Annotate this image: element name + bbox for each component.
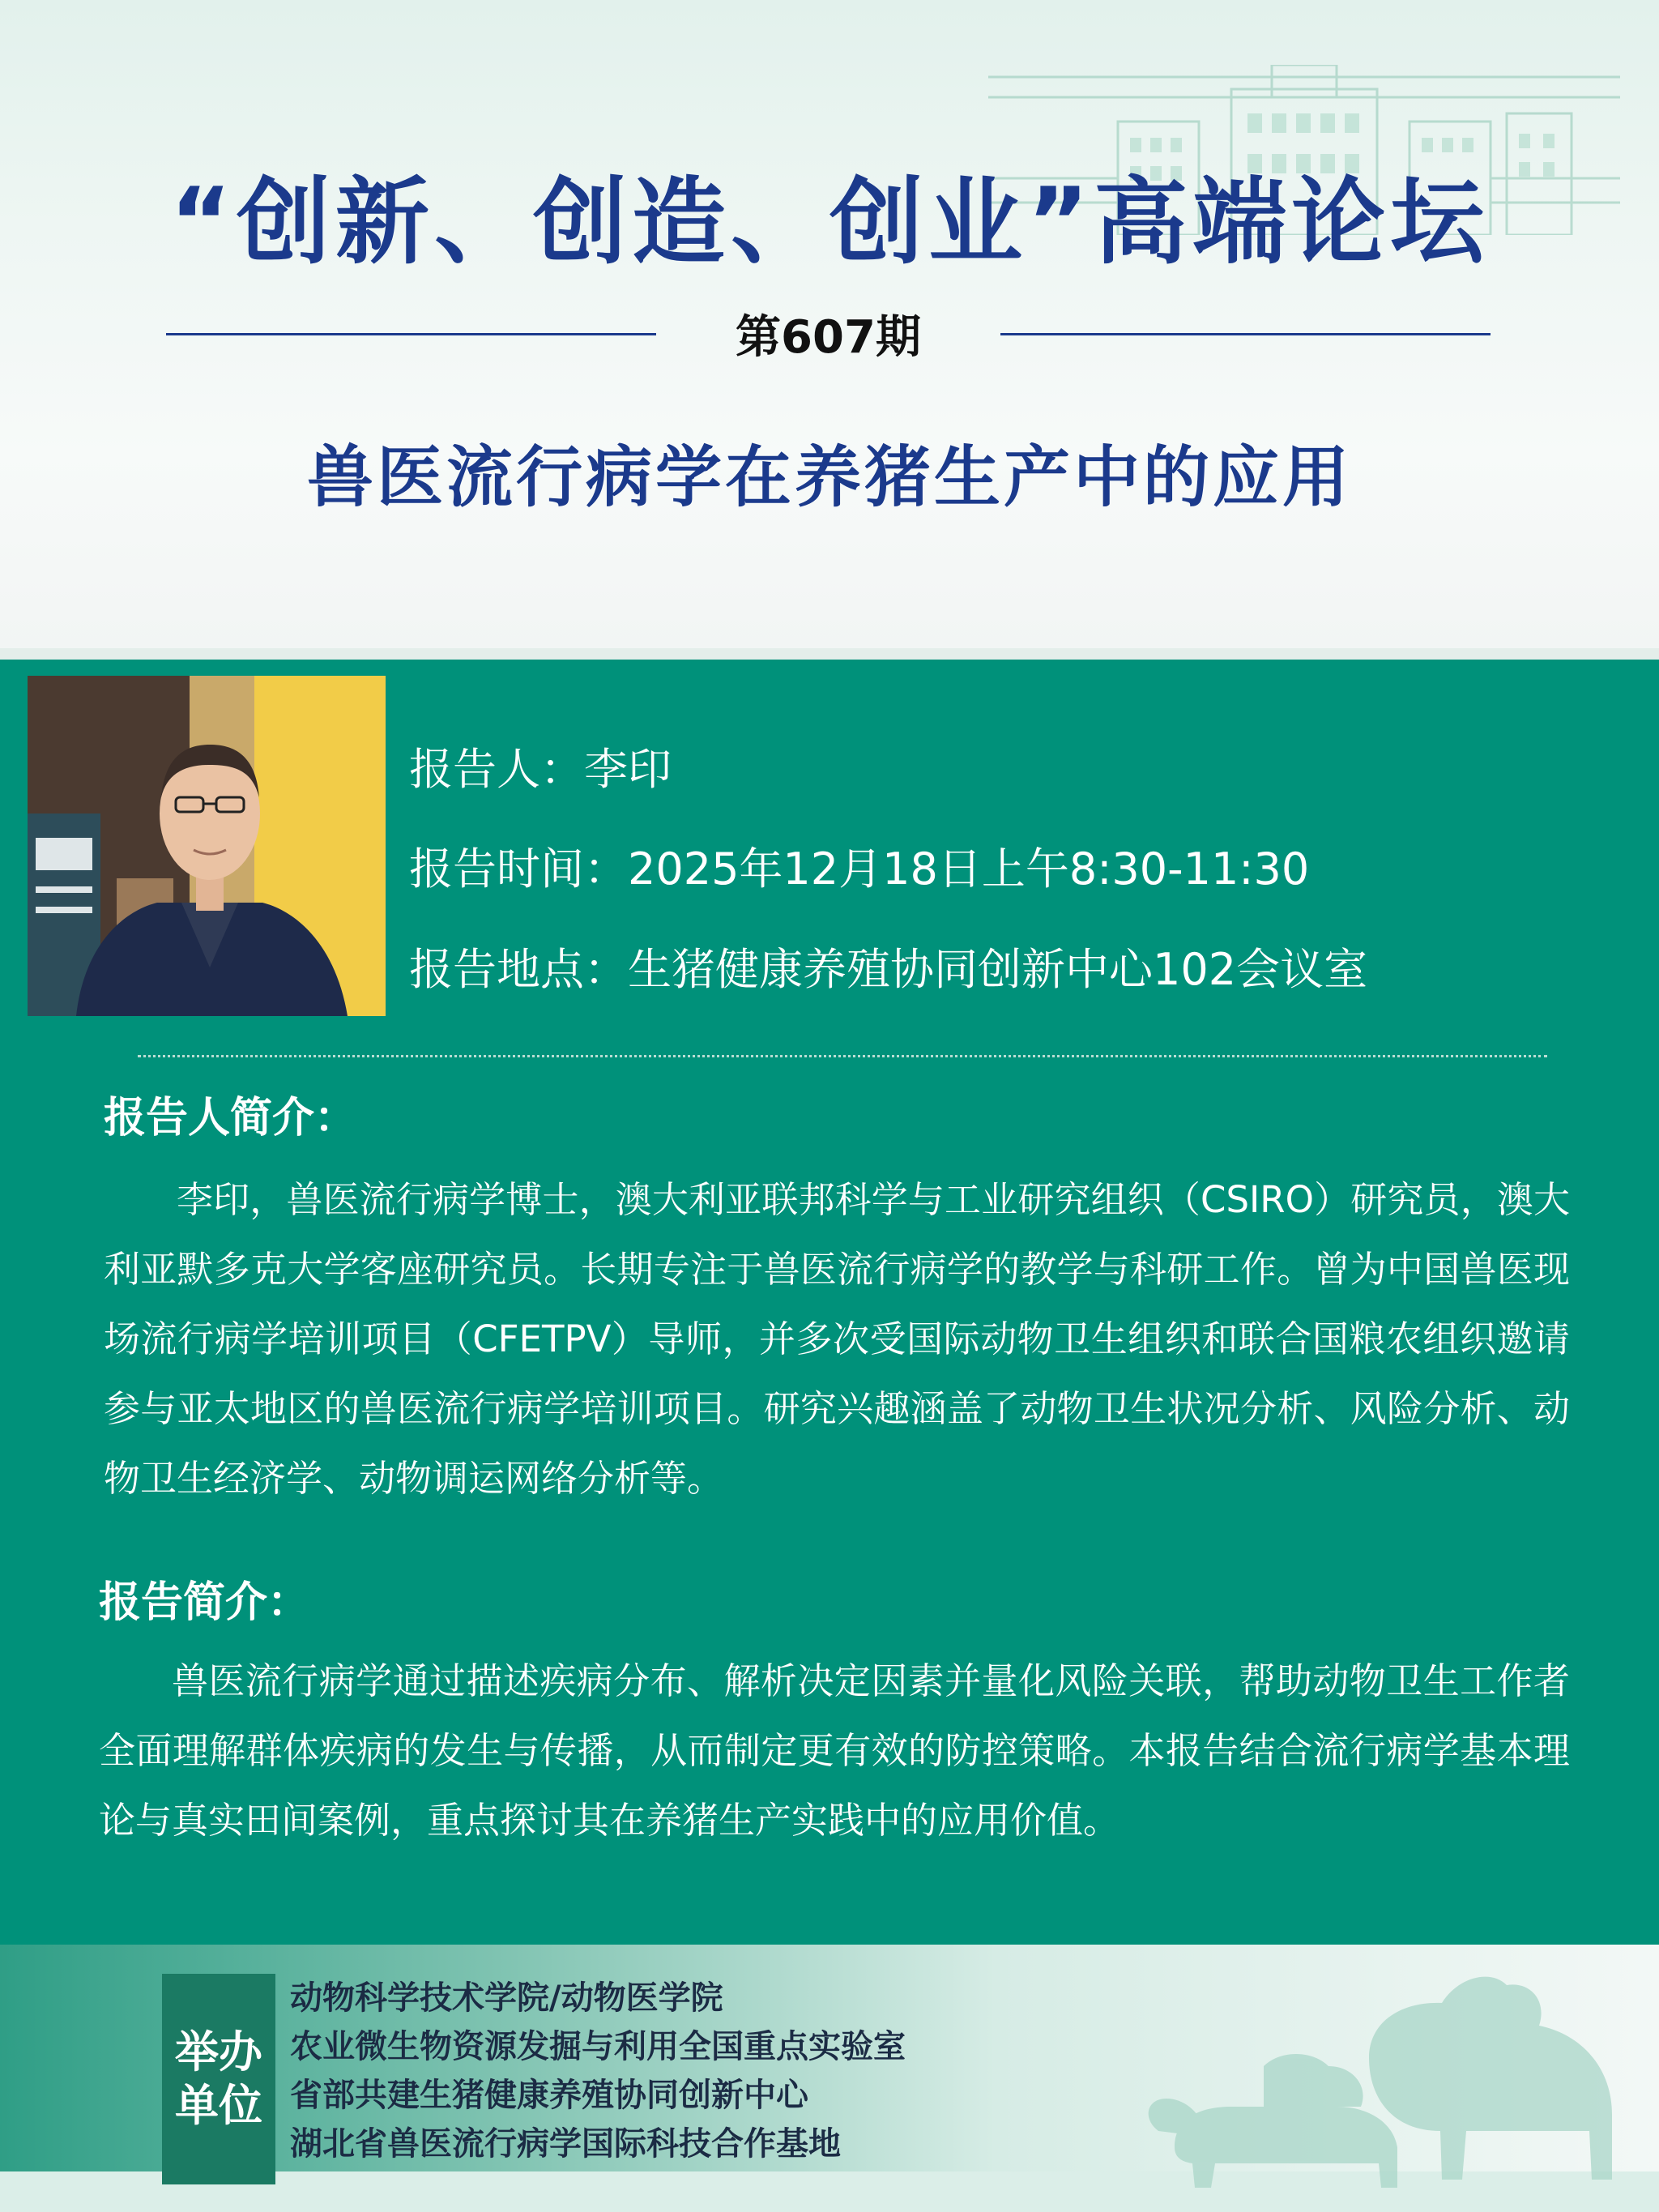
issue-row [166,301,1491,366]
organizer-label-block [162,1974,275,2184]
speaker-bio-heading: 报告人简介： [104,1094,357,1142]
livestock-silhouette-illustration [1126,1945,1659,2212]
organizer-item: 动物科学技术学院/动物医学院 [290,1979,723,2017]
organizer-item: 湖北省兽医流行病学国际科技合作基地 [290,2125,841,2163]
divider-right [1000,333,1491,335]
issue-number: 第607期 [736,311,921,364]
talk-title: 兽医流行病学在养猪生产中的应用 [306,439,1352,516]
organizer-item: 农业微生物资源发掘与利用全国重点实验室 [290,2028,906,2065]
organizer-label-line2: 单位 [175,2080,262,2131]
dotted-divider [138,1055,1547,1057]
separator-band [0,648,1659,660]
divider-left [166,333,656,335]
header-section [0,0,1659,648]
forum-title: “创新、创造、创业”高端论坛 [169,168,1490,277]
organizer-label-line1: 举办 [175,2026,262,2077]
talk-abstract-text: 兽医流行病学通过描述疾病分布、解析决定因素并量化风险关联，帮助动物卫生工作者全面理解群体疾病的发生与传播，从而制定更有效的防控策略。本报告结合流行病学基本理论与真实田间案例，重点探讨其在养猪生产实践中的应用价值。 [99,1659,1570,1842]
speaker-line: 报告人：李印 [409,744,672,795]
speaker-bio-text: 李印，兽医流行病学博士，澳大利亚联邦科学与工业研究组织（CSIRO）研究员，澳大利亚默多克大学客座研究员。长期专注于兽医流行病学的教学与科研工作。曾为中国兽医现场流行病学培训项目（CFETPV）导师，并多次受国际动物卫生组织和联合国粮农组织邀请参与亚太地区的兽医流行病学培训项目。研究兴趣涵盖了动物卫生状况分析、风险分析、动物卫生经济学、动物调运网络分析等。 [104,1178,1570,1500]
talk-abstract-heading: 报告简介： [99,1578,310,1627]
speaker-portrait-image [28,676,386,1016]
organizer-item: 省部共建生猪健康养殖协同创新中心 [290,2077,808,2114]
time-line: 报告时间：2025年12月18日上午8:30-11:30 [409,843,1310,895]
speaker-photo [28,676,386,1016]
place-line: 报告地点：生猪健康养殖协同创新中心102会议室 [409,944,1368,995]
organizer-list [290,1974,1100,2168]
main-section [0,648,1659,1945]
